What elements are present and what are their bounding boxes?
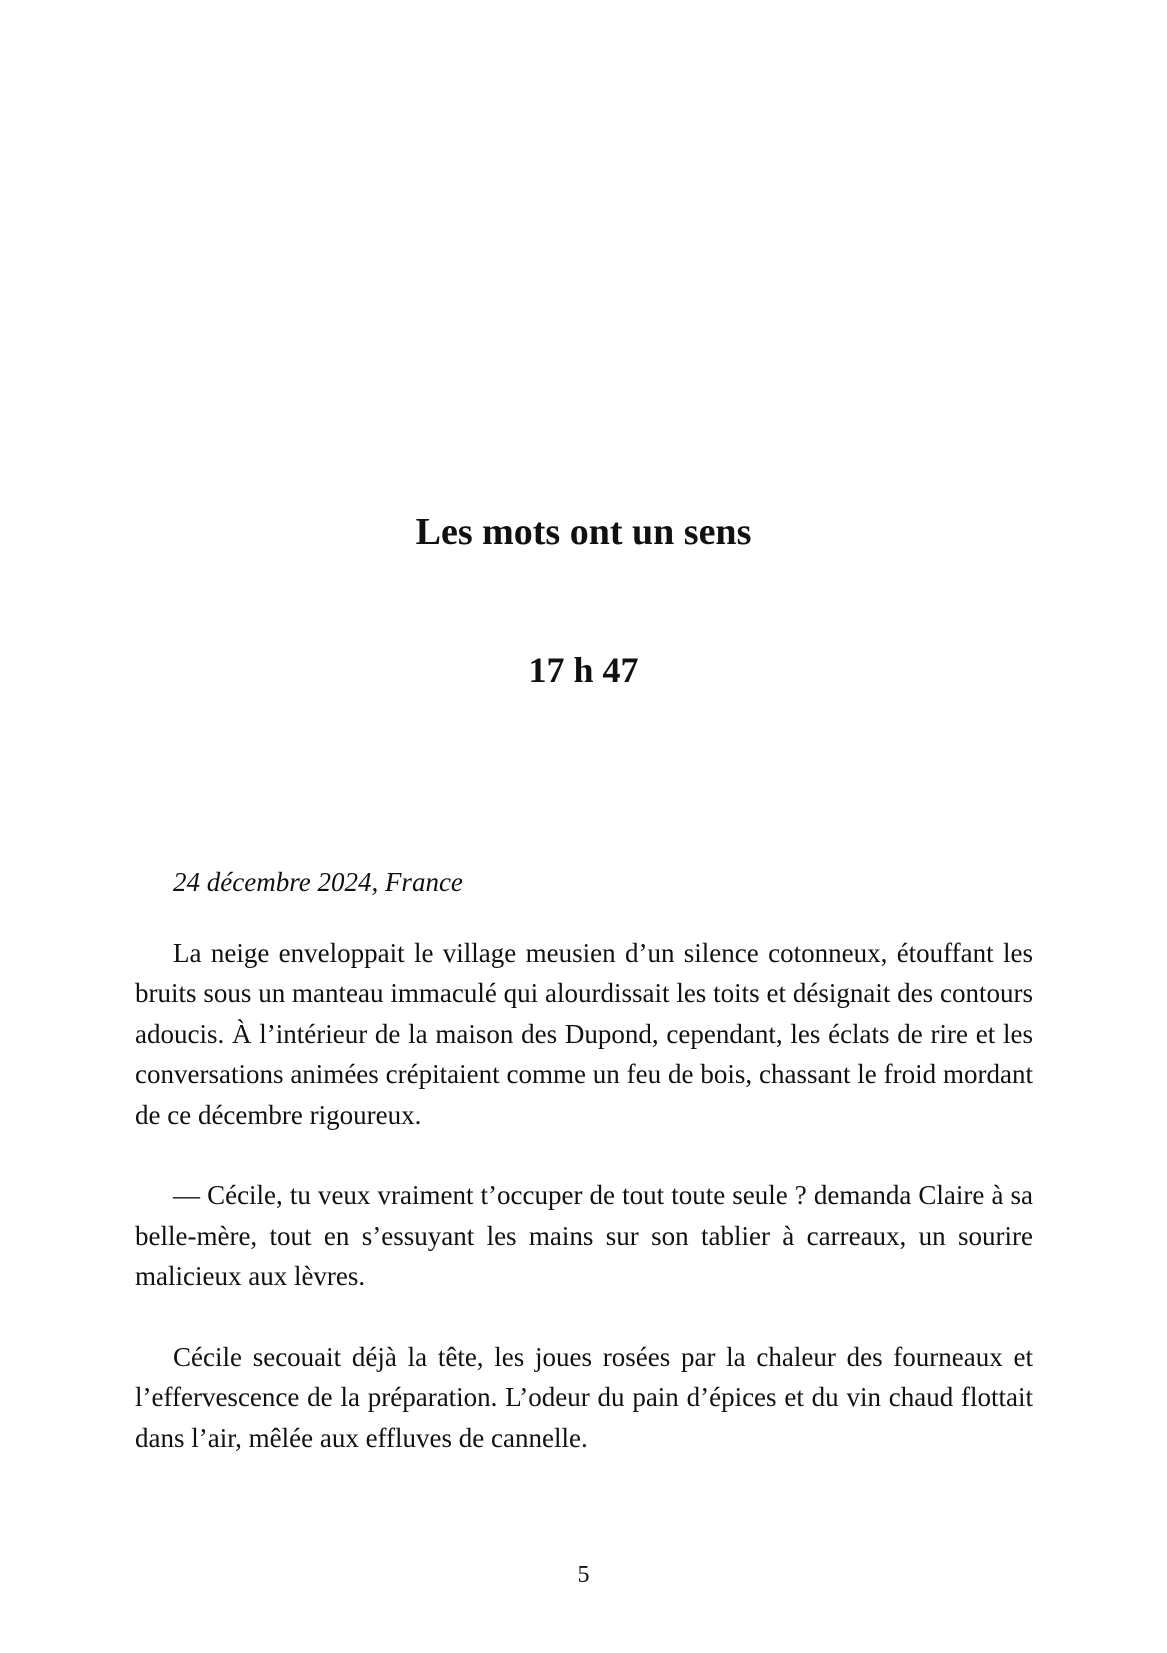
page-number: 5 [577, 1562, 590, 1588]
paragraph: La neige enveloppait le village meusien d’un silence cotonneux, étouffant les bruits sous un manteau immaculé qui alourdissait les toits et désignait des contours adoucis. À l’intérieur de la maison des Dupond, cependant, les éclats de rire et les conversations animées crépitaient comme un feu de bois, chassant le froid mordant de ce décembre rigoureux. [135, 937, 1033, 1130]
body-text [135, 862, 1033, 1498]
paragraph: — Cécile, tu veux vraiment t’occuper de tout toute seule ? demanda Claire à sa belle-mère, tout en s’essuyant les mains sur son tablier à carreaux, un sourire malicieux aux lèvres. [135, 1180, 1033, 1291]
chapter-subtitle: 17 h 47 [528, 650, 639, 690]
chapter-title: Les mots ont un sens [415, 511, 752, 553]
paragraph: Cécile secouait déjà la tête, les joues rosées par la chaleur des fourneaux et l’effervescence de la préparation. L’odeur du pain d’épices et du vin chaud flottait dans l’air, mêlée aux effluves de cannelle. [135, 1341, 1033, 1453]
dateline: 24 décembre 2024, France [173, 867, 463, 897]
